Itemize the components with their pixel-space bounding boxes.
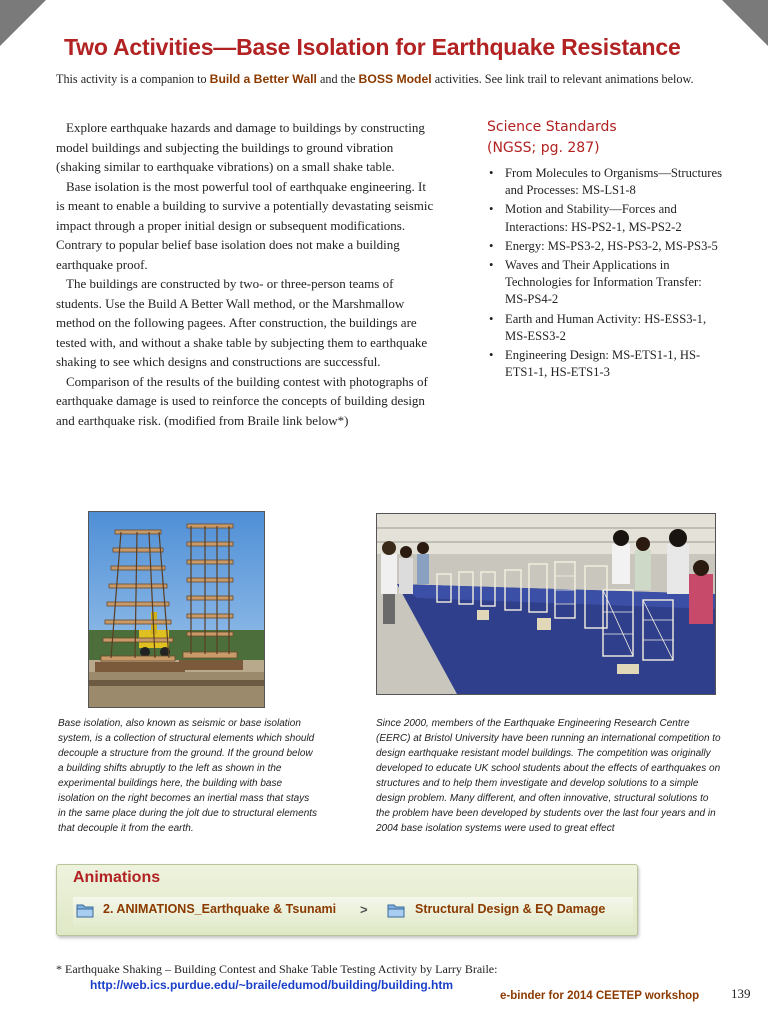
animations-link-trail <box>73 897 633 927</box>
footnote: * Earthquake Shaking – Building Contest and Shake Table Testing Activity by Larry Braile: <box>56 962 498 976</box>
page-number: 139 <box>731 986 751 1001</box>
body-text <box>56 118 436 430</box>
intro-text <box>56 71 706 88</box>
footer-label: e-binder for 2014 CEETEP workshop <box>500 990 700 1002</box>
right-photo-caption: Since 2000, members of the Earthquake Engineering Research Centre (EERC) at Bristol University have been running an international competition to design earthquake resistant model buildings. The competition was originally developed to educate UK school students about the effects of earthquakes on structures and to help them investigate and develop solutions to a simple design problem. Many different, and often innovative, structural solutions to the problem have been developed by students over the last four years and in 2004 base isolation systems were used to great effect <box>376 718 721 834</box>
paragraph: Base isolation is the most powerful tool of earthquake engineering. It is meant to enable a building to survive a potentially devastating seismic impact through a proper initial design or subsequent modifications. Contrary to popular belief base isolation does not make a building earthquake proof. <box>56 178 434 272</box>
page-title: Two Activities—Base Isolation for Earthquake Resistance <box>64 34 681 60</box>
boss-model-link[interactable]: BOSS Model <box>358 72 432 86</box>
paragraph: The buildings are constructed by two- or three-person teams of students. Use the Build A Better Wall method, or the Marshmallow method on the following pagees. After construction, the buildings are tested with, and without a shake table by subjecting them to earthquake shaking to see which designs and constructions are successful. <box>56 276 428 369</box>
bullet-icon: • <box>489 166 494 180</box>
list-item <box>487 201 727 235</box>
intro-post: activities. See link trail to relevant animations below. <box>431 72 694 86</box>
bullet-icon: • <box>489 238 494 253</box>
standards-list <box>487 165 727 381</box>
list-item <box>487 238 727 255</box>
breadcrumb-separator: > <box>360 902 368 917</box>
left-photo-caption: Base isolation, also known as seismic or base isolation system, is a collection of structural elements which should decouple a structure from the ground. If the ground below a building shifts abruptly to the left as shown in the experimental buildings here, the building with base isolation on the right becomes an inertial mass that stays in the same place during the jolt due to structural elements that decouple it from the earth. <box>58 718 318 834</box>
bullet-icon: • <box>489 202 494 217</box>
page-corner-left <box>0 0 46 46</box>
standard-text: Waves and Their Applications in Technologies for Information Transfer: MS-PS4-2 <box>505 258 702 307</box>
standard-text: Earth and Human Activity: HS-ESS3-1, MS-ESS3-2 <box>505 311 707 343</box>
building-competition-photo <box>376 513 716 695</box>
list-item <box>487 257 727 309</box>
bullet-icon: • <box>489 348 494 363</box>
folder-icon <box>75 900 95 920</box>
paragraph: Explore earthquake hazards and damage to buildings by constructing model buildings and subjecting the buildings to ground vibration (shaking similar to earthquake vibrations) on a small shake table. <box>56 120 425 174</box>
bullet-icon: • <box>489 258 494 273</box>
folder-icon <box>386 900 406 920</box>
standards-title: Science Standards <box>487 119 617 135</box>
paragraph: Comparison of the results of the building contest with photographs of earthquake damage is used to reinforce the concepts of building design and earthquake risk. (modified from Braile link below*) <box>56 373 428 428</box>
standards-subtitle: (NGSS; pg. 287) <box>487 140 600 156</box>
intro-pre: This activity is a companion to <box>56 72 210 86</box>
science-standards <box>487 117 727 383</box>
braile-url-link[interactable]: http://web.ics.purdue.edu/~braile/edumod/building/building.htm <box>90 978 453 992</box>
intro-mid: and the <box>316 72 359 86</box>
standard-text: From Molecules to Organisms—Structures and Processes: MS-LS1-8 <box>505 166 722 198</box>
standard-text: Motion and Stability—Forces and Interactions: HS-PS2-1, MS-PS2-2 <box>505 202 682 234</box>
animations-box <box>56 864 638 936</box>
list-item <box>487 347 727 381</box>
page-corner-right <box>722 0 768 46</box>
structural-design-link[interactable]: Structural Design & EQ Damage <box>415 902 606 916</box>
earthquake-tsunami-animations-link[interactable]: 2. ANIMATIONS_Earthquake & Tsunami <box>103 902 337 916</box>
list-item <box>487 165 727 199</box>
standard-text: Energy: MS-PS3-2, HS-PS3-2, MS-PS3-5 <box>505 238 718 253</box>
build-better-wall-link[interactable]: Build a Better Wall <box>209 72 317 86</box>
base-isolation-towers-photo <box>88 511 265 708</box>
animations-heading: Animations <box>73 869 161 886</box>
bullet-icon: • <box>489 311 494 326</box>
list-item <box>487 311 727 345</box>
standard-text: Engineering Design: MS-ETS1-1, HS-ETS1-1, HS-ETS1-3 <box>505 348 701 380</box>
